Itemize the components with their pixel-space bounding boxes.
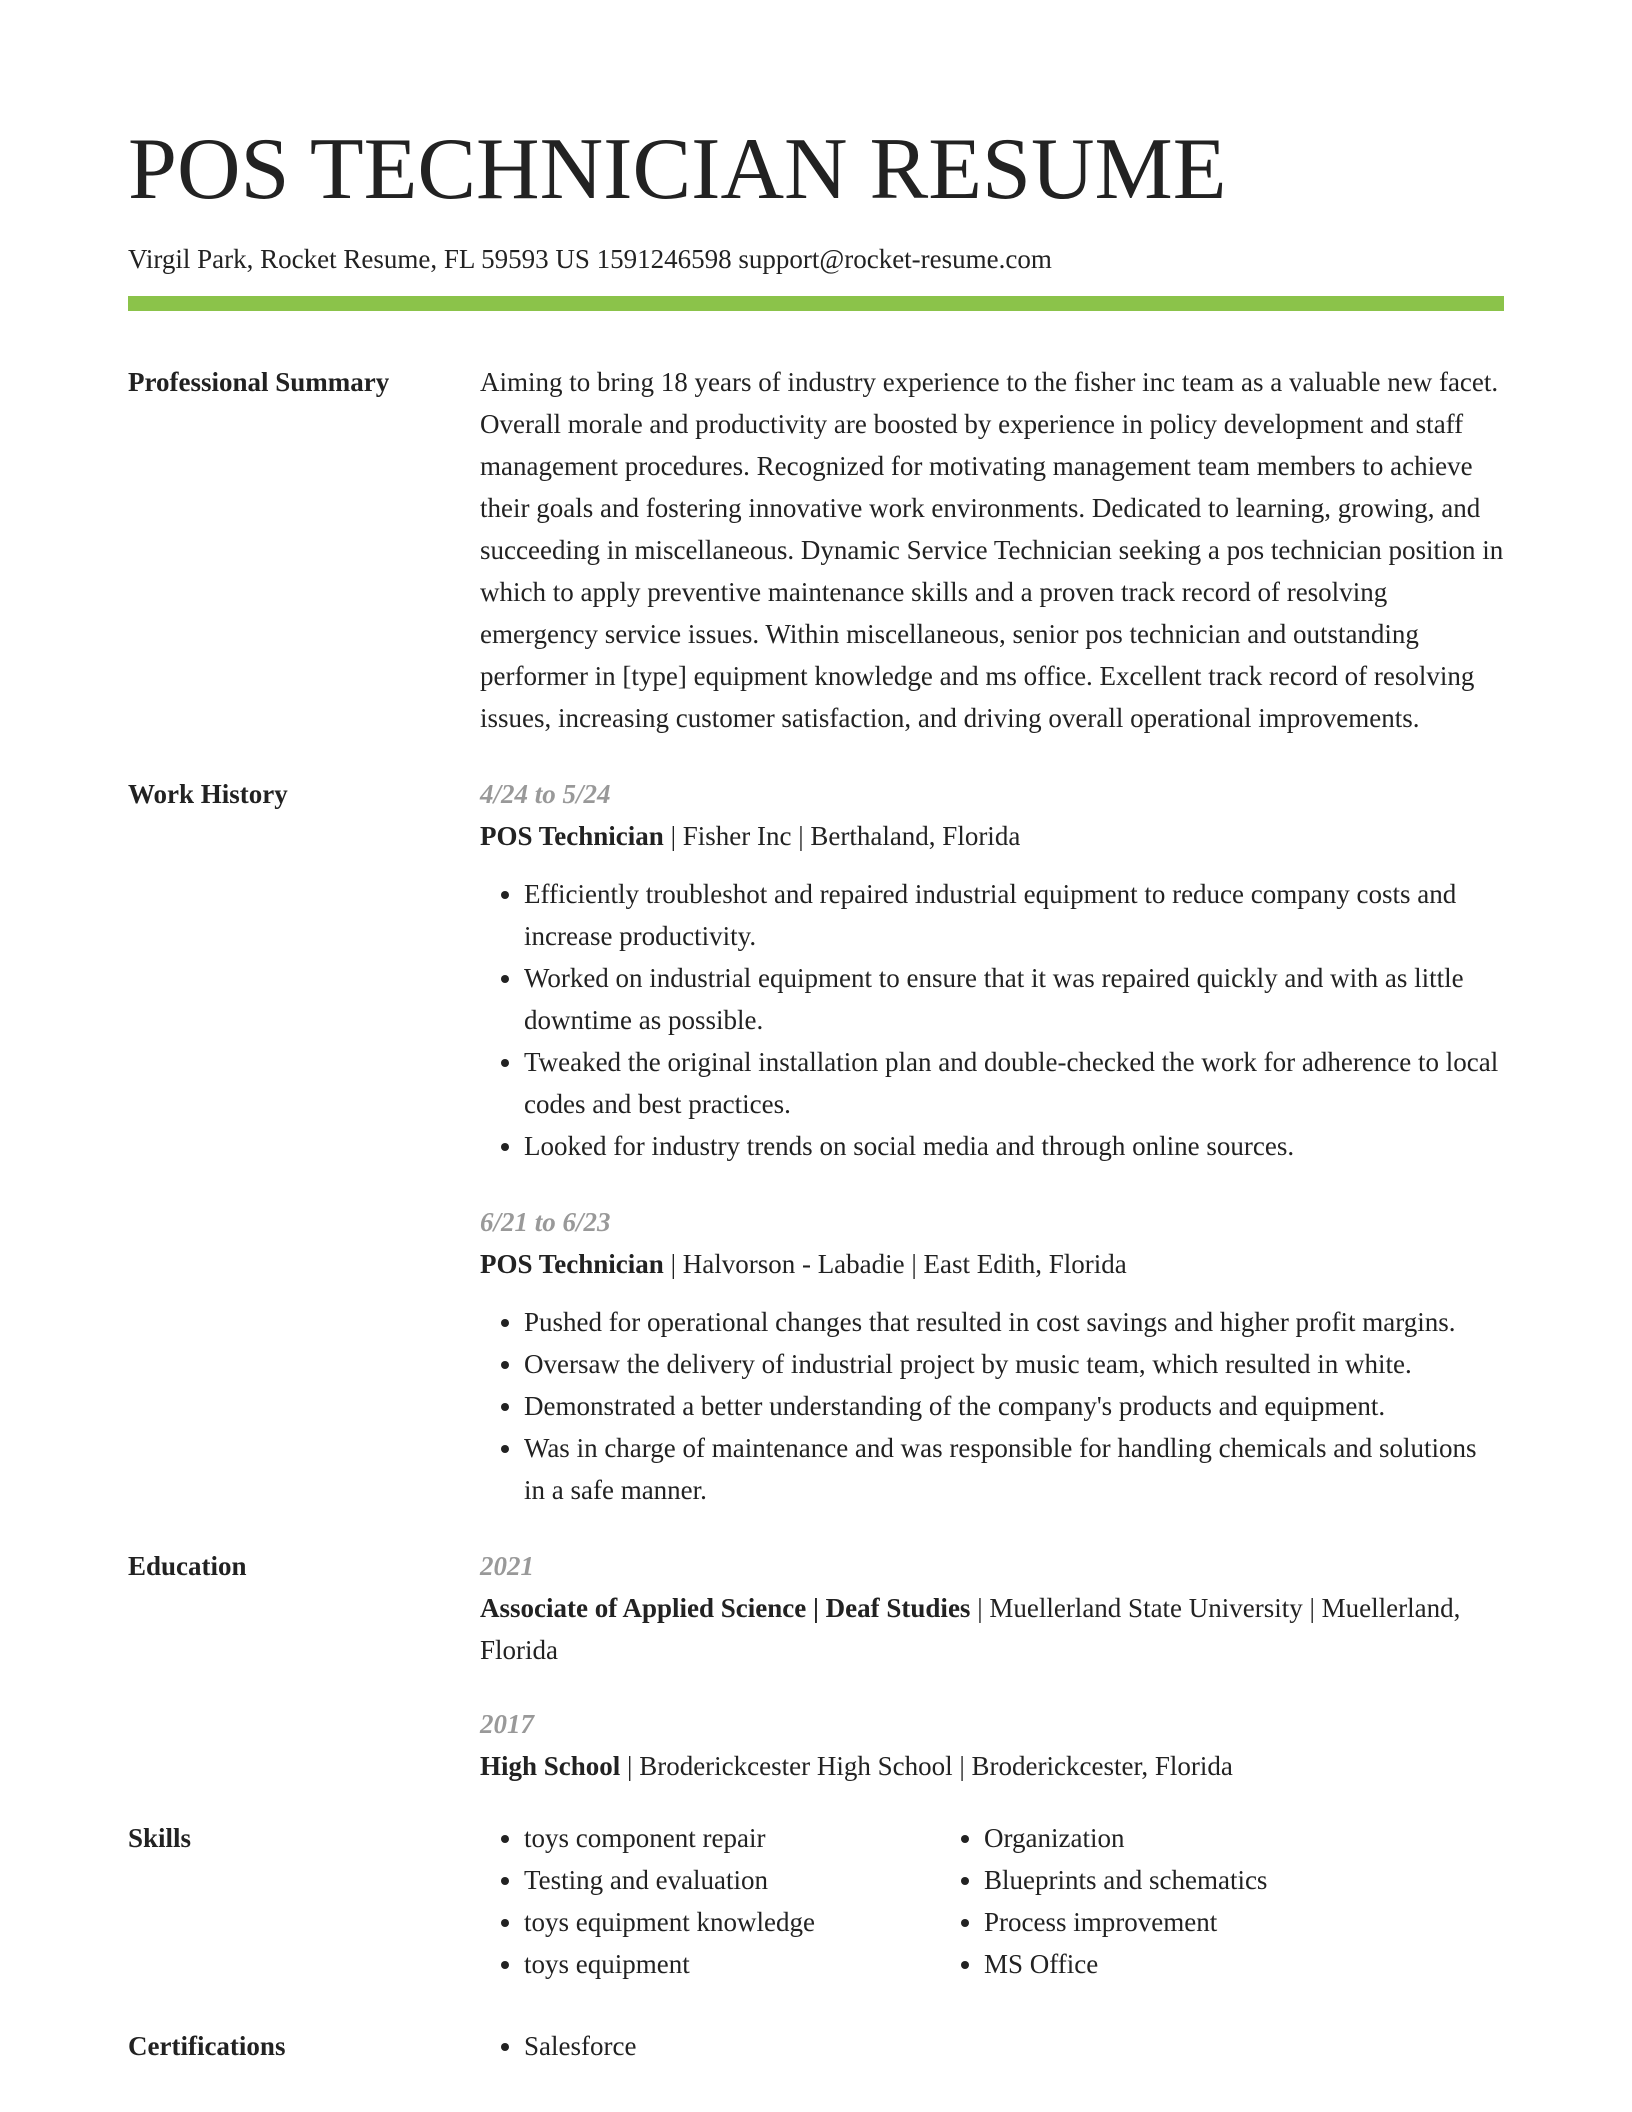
section-label-work-history: Work History (128, 779, 288, 809)
contact-line: Virgil Park, Rocket Resume, FL 59593 US 1591246598 support@rocket-resume.com (128, 244, 1052, 274)
job-title: POS Technician (480, 1249, 664, 1279)
job-bullets (480, 1301, 1504, 1511)
education-entry (480, 1545, 1504, 1671)
work-history-body (480, 773, 1504, 1511)
job-role-line (480, 1243, 1504, 1285)
job-bullet: • Worked on industrial equipment to ensure that it was repaired quickly and with as little downtime as possible. (524, 957, 1504, 1041)
job-bullet: • Pushed for operational changes that resulted in cost savings and higher profit margins. (524, 1301, 1504, 1343)
summary-section (128, 361, 1504, 739)
skills-column-1 (480, 1817, 940, 1985)
section-label-education: Education (128, 1551, 247, 1581)
education-year: 2017 (480, 1709, 534, 1739)
job-bullet: • Demonstrated a better understanding of the company's products and equipment. (524, 1385, 1504, 1427)
job-bullet: • Tweaked the original installation plan and double-checked the work for adherence to local codes and best practices. (524, 1041, 1504, 1125)
job-entry (480, 1201, 1504, 1511)
summary-text: Aiming to bring 18 years of industry experience to the fisher inc team as a valuable new facet. Overall morale and productivity are boosted by experience in policy development and staff management procedures. Recognized for motivating management team members to achieve their goals and fostering innovative work environments. Dedicated to learning, growing, and succeeding in miscellaneous. Dynamic Service Technician seeking a pos technician position in which to apply preventive maintenance skills and a proven track record of resolving emergency service issues. Within miscellaneous, senior pos technician and outstanding performer in [type] equipment knowledge and ms office. Excellent track record of resolving issues, increasing customer satisfaction, and driving overall operational improvements. (480, 367, 1504, 733)
job-role-line (480, 815, 1504, 857)
skills-body (480, 1817, 1504, 1985)
accent-divider (128, 296, 1504, 311)
education-details: | Muellerland State University | Muellerland, Florida (480, 1593, 1461, 1665)
skills-section (128, 1817, 1504, 1985)
education-line (480, 1745, 1504, 1787)
skill-item: • Testing and evaluation (524, 1859, 940, 1901)
skill-item: • toys component repair (524, 1817, 940, 1859)
job-details: | Halvorson - Labadie | East Edith, Florida (663, 1249, 1127, 1279)
education-degree: High School (480, 1751, 621, 1781)
job-dates: 4/24 to 5/24 (480, 779, 611, 809)
skill-item: • Organization (984, 1817, 1400, 1859)
skill-item: • MS Office (984, 1943, 1400, 1985)
job-entry (480, 773, 1504, 1167)
certification-item: • Salesforce (524, 2025, 1504, 2067)
education-entry (480, 1703, 1504, 1787)
certifications-section (128, 2025, 1504, 2067)
job-bullets (480, 873, 1504, 1167)
skill-item: • toys equipment knowledge (524, 1901, 940, 1943)
job-title: POS Technician (480, 821, 664, 851)
resume-title: POS TECHNICIAN RESUME (128, 121, 1227, 218)
job-dates: 6/21 to 6/23 (480, 1207, 611, 1237)
job-bullet: • Oversaw the delivery of industrial project by music team, which resulted in white. (524, 1343, 1504, 1385)
skill-item: • toys equipment (524, 1943, 940, 1985)
job-bullet: • Looked for industry trends on social media and through online sources. (524, 1125, 1504, 1167)
education-degree: Associate of Applied Science | Deaf Studies (480, 1593, 971, 1623)
certifications-list (480, 2025, 1504, 2067)
skill-item: • Process improvement (984, 1901, 1400, 1943)
education-year: 2021 (480, 1551, 534, 1581)
skills-column-2 (940, 1817, 1400, 1985)
work-history-section (128, 773, 1504, 1511)
skill-item: • Blueprints and schematics (984, 1859, 1400, 1901)
education-body (480, 1545, 1504, 1787)
certifications-body (480, 2025, 1504, 2067)
section-label-skills: Skills (128, 1823, 192, 1853)
education-section (128, 1545, 1504, 1787)
education-details: | Broderickcester High School | Broderickcester, Florida (620, 1751, 1233, 1781)
summary-body (480, 361, 1504, 739)
job-details: | Fisher Inc | Berthaland, Florida (663, 821, 1021, 851)
skills-columns (480, 1817, 1504, 1985)
section-label-certifications: Certifications (128, 2031, 286, 2061)
job-bullet: • Efficiently troubleshot and repaired industrial equipment to reduce company costs and increase productivity. (524, 873, 1504, 957)
section-label-summary: Professional Summary (128, 367, 390, 397)
job-bullet: • Was in charge of maintenance and was responsible for handling chemicals and solutions in a safe manner. (524, 1427, 1504, 1511)
education-line (480, 1587, 1504, 1671)
